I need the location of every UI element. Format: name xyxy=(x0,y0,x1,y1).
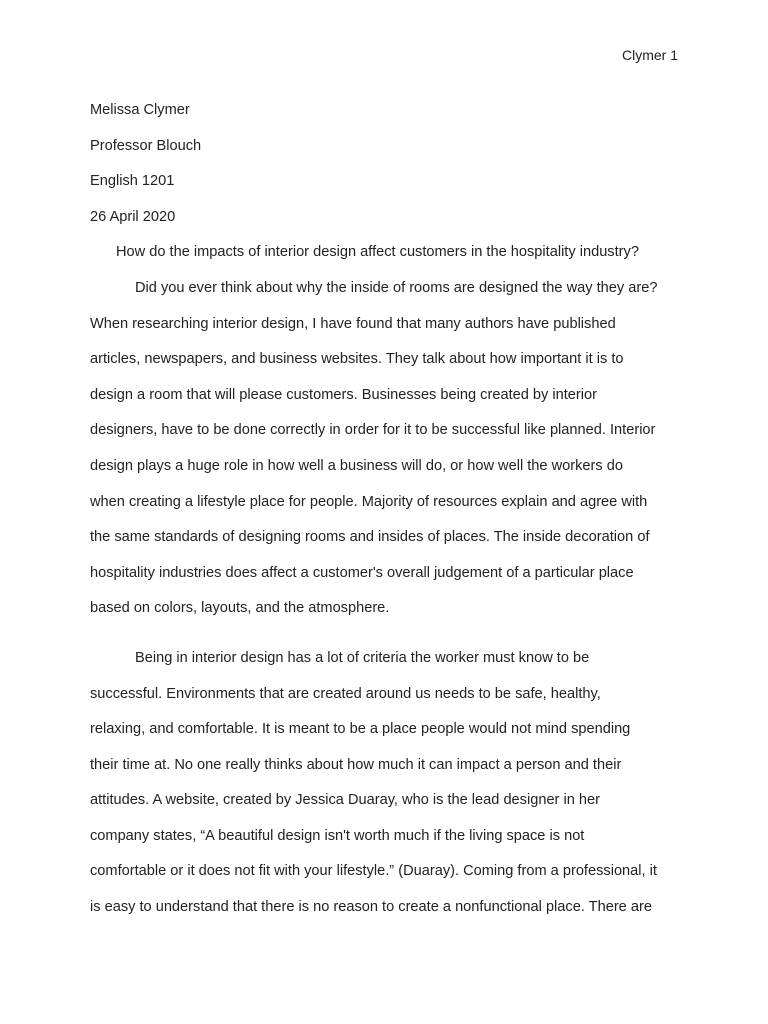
author-name: Melissa Clymer xyxy=(90,102,190,118)
paragraph-line: articles, newspapers, and business websites. They talk about how important it is to xyxy=(90,351,624,368)
paper-body xyxy=(90,93,680,926)
paragraph-line: design plays a huge role in how well a business will do, or how well the workers do xyxy=(90,457,623,474)
paragraph-line: comfortable or it does not fit with your lifestyle.” (Duaray). Coming from a professional, it xyxy=(90,863,657,880)
paragraph-line: hospitality industries does affect a customer's overall judgement of a particular place xyxy=(90,564,634,581)
running-head: Clymer 1 xyxy=(621,47,678,63)
paper-title: How do the impacts of interior design affect customers in the hospitality industry? xyxy=(116,244,639,261)
paragraph-line: based on colors, layouts, and the atmosphere. xyxy=(90,600,390,617)
course-name: English 1201 xyxy=(90,173,175,190)
paragraph-line: When researching interior design, I have found that many authors have published xyxy=(90,315,616,332)
paragraph-line: design a room that will please customers. Businesses being created by interior xyxy=(90,386,597,403)
paragraph-1 xyxy=(90,271,680,627)
paragraph-line: successful. Environments that are created around us needs to be safe, healthy, xyxy=(90,685,601,702)
paragraph-line: Did you ever think about why the inside of rooms are designed the way they are? xyxy=(135,279,658,296)
paragraph-line: Being in interior design has a lot of criteria the worker must know to be xyxy=(135,649,590,666)
paragraph-line: relaxing, and comfortable. It is meant to be a place people would not mind spending xyxy=(90,721,631,738)
paragraph-line: their time at. No one really thinks about how much it can impact a person and their xyxy=(90,756,622,773)
paragraph-line: is easy to understand that there is no reason to create a nonfunctional place. There are xyxy=(90,899,652,916)
paragraph-line: the same standards of designing rooms and insides of places. The inside decoration of xyxy=(90,529,650,546)
paragraph-2 xyxy=(90,641,680,926)
paragraph-line: designers, have to be done correctly in order for it to be successful like planned. Interior xyxy=(90,422,656,439)
paper-date: 26 April 2020 xyxy=(90,208,176,225)
instructor-name: Professor Blouch xyxy=(90,137,202,154)
paragraph-line: when creating a lifestyle place for people. Majority of resources explain and agree with xyxy=(90,493,648,510)
paragraph-line: attitudes. A website, created by Jessica Duaray, who is the lead designer in her xyxy=(90,792,600,809)
paragraph-spacer xyxy=(90,627,680,641)
paragraph-line: company states, “A beautiful design isn't worth much if the living space is not xyxy=(90,827,585,844)
